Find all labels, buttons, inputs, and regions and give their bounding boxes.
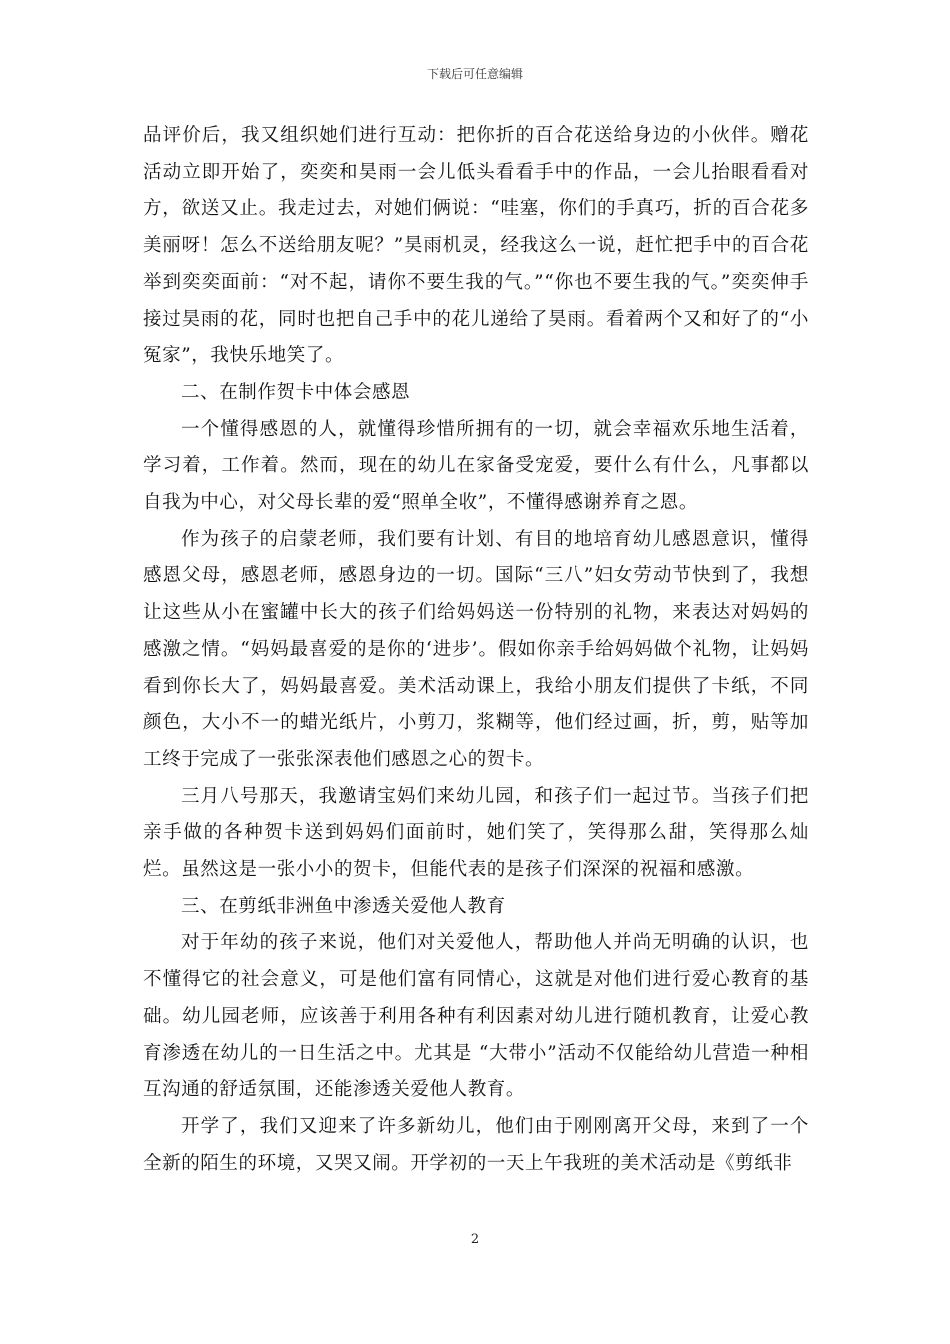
document-body <box>143 118 809 1182</box>
paragraph-continuation: 品评价后，我又组织她们进行互动：把你折的百合花送给身边的小伙伴。赠花活动立即开始了，奕奕和昊雨一会儿低头看看手中的作品，一会儿抬眼看看对方，欲送又止。我走过去，对她们俩说：“哇塞，你们的手真巧，折的百合花多美丽呀！怎么不送给朋友呢？”昊雨机灵，经我这么一说，赶忙把手中的百合花举到奕奕面前：“对不起，请你不要生我的气。”“你也不要生我的气。”奕奕伸手接过昊雨的花，同时也把自己手中的花儿递给了昊雨。看着两个又和好了的“小冤家”，我快乐地笑了。 <box>143 125 809 367</box>
paragraph: 作为孩子的启蒙老师，我们要有计划、有目的地培育幼儿感恩意识，懂得感恩父母，感恩老师，感恩身边的一切。国际“三八”妇女劳动节快到了，我想让这些从小在蜜罐中长大的孩子们给妈妈送一份特别的礼物，来表达对妈妈的感激之情。“妈妈最喜爱的是你的‘进步’。假如你亲手给妈妈做个礼物，让妈妈看到你长大了，妈妈最喜爱。美术活动课上，我给小朋友们提供了卡纸，不同颜色，大小不一的蜡光纸片，小剪刀，浆糊等，他们经过画，折，剪，贴等加工终于完成了一张张深表他们感恩之心的贺卡。 <box>143 528 809 770</box>
section-heading-3: 三、在剪纸非洲鱼中渗透关爱他人教育 <box>181 895 506 917</box>
page-number: 2 <box>470 1232 480 1247</box>
section-heading-2: 二、在制作贺卡中体会感恩 <box>181 381 411 403</box>
paragraph: 对于年幼的孩子来说，他们对关爱他人，帮助他人并尚无明确的认识，也不懂得它的社会意义，可是他们富有同情心，这就是对他们进行爱心教育的基础。幼儿园老师，应该善于利用各种有利因素对幼儿进行随机教育，让爱心教育渗透在幼儿的一日生活之中。尤其是 “大带小”活动不仅能给幼儿营造一种相互沟通的舒适氛围，还能渗透关爱他人教育。 <box>143 932 809 1101</box>
paragraph: 开学了，我们又迎来了许多新幼儿，他们由于刚刚离开父母，来到了一个全新的陌生的环境，又哭又闹。开学初的一天上午我班的美术活动是《剪纸非 <box>143 1115 809 1174</box>
paragraph: 三月八号那天，我邀请宝妈们来幼儿园，和孩子们一起过节。当孩子们把亲手做的各种贺卡送到妈妈们面前时，她们笑了，笑得那么甜，笑得那么灿烂。虽然这是一张小小的贺卡，但能代表的是孩子们深深的祝福和感激。 <box>143 785 809 881</box>
page-header: 下载后可任意编辑 <box>426 67 523 81</box>
paragraph: 一个懂得感恩的人，就懂得珍惜所拥有的一切，就会幸福欢乐地生活着，学习着，工作着。然而，现在的幼儿在家备受宠爱，要什么有什么，凡事都以自我为中心，对父母长辈的爱“照单全收”，不懂得感谢养育之恩。 <box>143 418 809 514</box>
